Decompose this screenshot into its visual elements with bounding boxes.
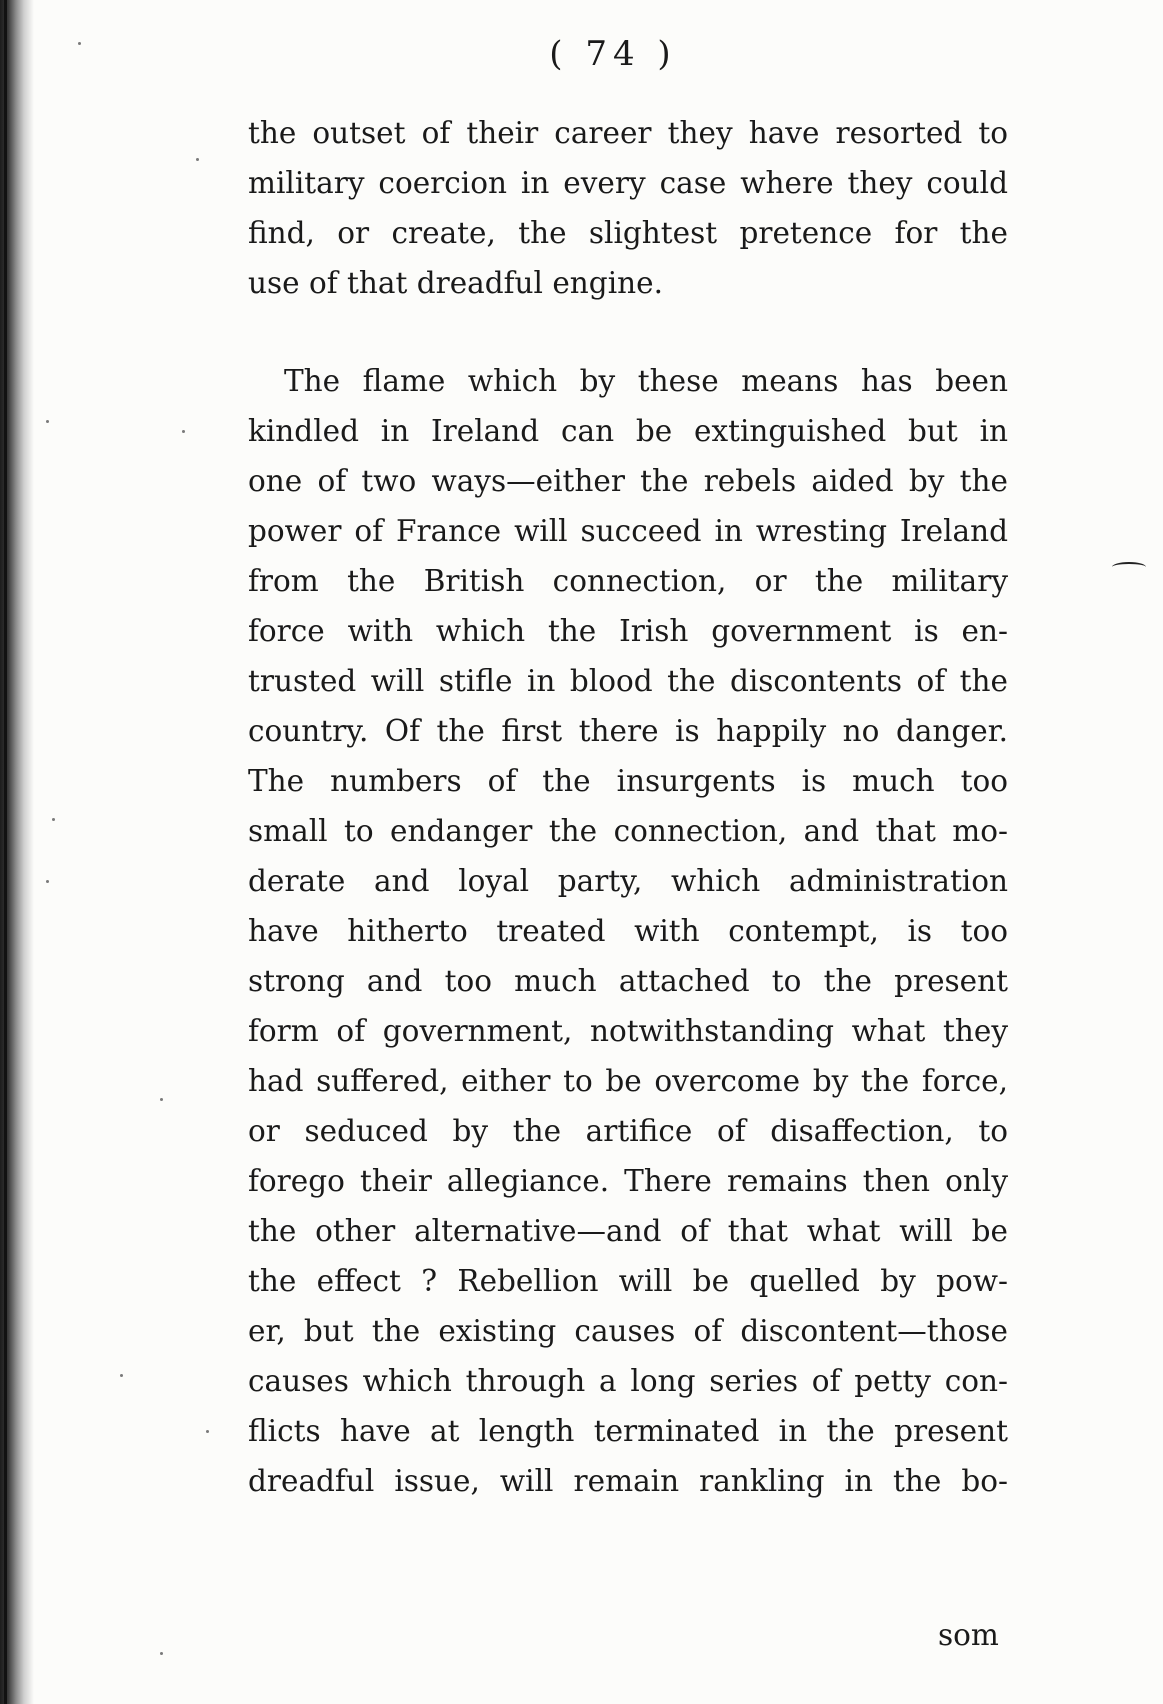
text-line: find, or create, the slightest pretence for the [248,216,1008,250]
text-line: one of two ways—either the rebels aided by the [248,464,1008,498]
text-line: small to endanger the connection, and that mo- [248,814,1008,848]
text-line: power of France will succeed in wresting Ireland [248,514,1008,548]
page-number: ( 74 ) [549,34,677,74]
print-speck [46,420,49,423]
text-line: dreadful issue, will remain rankling in the bo- [248,1464,1008,1498]
text-line: military coercion in every case where they could [248,166,1008,200]
print-speck [160,1652,163,1655]
catchword: som [938,1618,999,1652]
text-line: force with which the Irish government is en- [248,614,1008,648]
text-line: strong and too much attached to the present [248,964,1008,998]
text-line: use of that dreadful engine. [248,266,663,300]
text-line: the outset of their career they have resorted to [248,116,1008,150]
text-line: forego their allegiance. There remains then only [248,1164,1008,1198]
text-line: trusted will stifle in blood the discontents of the [248,664,1008,698]
print-speck [120,1374,123,1377]
text-line: or seduced by the artifice of disaffection, to [248,1114,1008,1148]
text-line: the effect ? Rebellion will be quelled by pow- [248,1264,1008,1298]
text-line: The flame which by these means has been [284,364,1008,398]
text-line: form of government, notwithstanding what they [248,1014,1008,1048]
print-speck [160,1098,163,1101]
paragraph-2 [248,356,1008,1506]
text-line: kindled in Ireland can be extinguished but in [248,414,1008,448]
text-line: had suffered, either to be overcome by the force, [248,1064,1008,1098]
text-line: from the British connection, or the military [248,564,1008,598]
text-line: the other alternative—and of that what will be [248,1214,1008,1248]
binding-edge [4,0,7,1704]
print-speck [182,430,185,433]
text-line: The numbers of the insurgents is much too [248,764,1008,798]
text-line: have hitherto treated with contempt, is too [248,914,1008,948]
text-line: derate and loyal party, which administration [248,864,1008,898]
print-speck [52,818,55,821]
print-speck [196,158,199,161]
print-speck [206,1430,209,1433]
print-speck [78,42,81,45]
text-line: flicts have at length terminated in the present [248,1414,1008,1448]
margin-pen-mark [1112,562,1146,572]
text-line: er, but the existing causes of discontent—those [248,1314,1008,1348]
text-line: causes which through a long series of petty con- [248,1364,1008,1398]
paragraph-1 [248,108,1008,308]
text-line: country. Of the first there is happily no danger. [248,714,1008,748]
print-speck [46,880,49,883]
